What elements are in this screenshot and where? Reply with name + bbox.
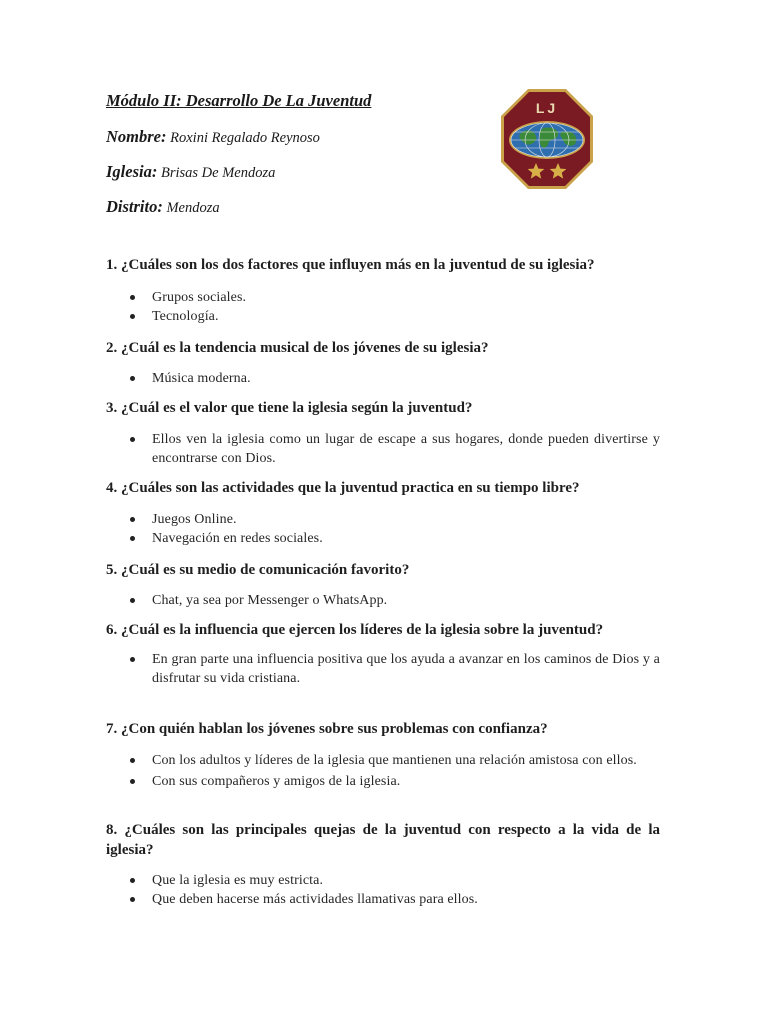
iglesia-line — [106, 162, 275, 182]
document-title: Módulo II: Desarrollo De La Juventud — [106, 91, 372, 110]
bullet-icon — [130, 878, 135, 883]
question-block-8 — [106, 820, 660, 909]
question-6: 6. ¿Cuál es la influencia que ejercen los líderes de la iglesia sobre la juventud? — [106, 622, 604, 638]
question-block-6 — [106, 620, 660, 688]
nombre-value: Roxini Regalado Reynoso — [170, 130, 320, 146]
logo-text: LJ — [535, 100, 559, 116]
lj-logo — [500, 88, 594, 190]
bullet-icon — [130, 657, 135, 662]
bullet-icon — [130, 758, 135, 763]
answer-list-3 — [106, 430, 660, 468]
answer-item: Con sus compañeros y amigos de la iglesia. — [106, 772, 660, 791]
question-block-2 — [106, 338, 660, 388]
answer-list-6 — [106, 650, 660, 688]
answer-item: Que deben hacerse más actividades llamativas para ellos. — [106, 890, 660, 909]
nombre-label: Nombre: — [106, 127, 167, 146]
answer-list-4 — [106, 510, 660, 548]
question-3: 3. ¿Cuál es el valor que tiene la iglesia según la juventud? — [106, 400, 473, 416]
answer-item: Con los adultos y líderes de la iglesia que mantienen una relación amistosa con ellos. — [106, 751, 660, 770]
globe-icon — [509, 121, 585, 159]
answer-list-5 — [106, 591, 660, 610]
bullet-icon — [130, 376, 135, 381]
answer-item: Tecnología. — [106, 307, 660, 326]
question-5: 5. ¿Cuál es su medio de comunicación favorito? — [106, 562, 410, 578]
answer-list-7 — [106, 751, 660, 791]
answer-item: Chat, ya sea por Messenger o WhatsApp. — [106, 591, 660, 610]
question-block-4 — [106, 478, 660, 548]
question-block-1 — [106, 255, 660, 326]
question-1: 1. ¿Cuáles son los dos factores que influyen más en la juventud de su iglesia? — [106, 257, 595, 273]
question-7: 7. ¿Con quién hablan los jóvenes sobre sus problemas con confianza? — [106, 721, 548, 737]
question-4: 4. ¿Cuáles son las actividades que la juventud practica en su tiempo libre? — [106, 480, 580, 496]
answer-list-8 — [106, 871, 660, 909]
question-2: 2. ¿Cuál es la tendencia musical de los jóvenes de su iglesia? — [106, 340, 489, 356]
bullet-icon — [130, 536, 135, 541]
answer-list-1 — [106, 288, 660, 326]
bullet-icon — [130, 598, 135, 603]
nombre-line — [106, 127, 320, 147]
question-block-3 — [106, 398, 660, 468]
answer-item: Ellos ven la iglesia como un lugar de escape a sus hogares, donde pueden divertirse y encontrarse con Dios. — [106, 430, 660, 468]
bullet-icon — [130, 437, 135, 442]
answer-item: Música moderna. — [106, 369, 660, 388]
bullet-icon — [130, 314, 135, 319]
answer-item: Juegos Online. — [106, 510, 660, 529]
answer-item: Navegación en redes sociales. — [106, 529, 660, 548]
bullet-icon — [130, 779, 135, 784]
bullet-icon — [130, 517, 135, 522]
question-block-7 — [106, 719, 660, 791]
question-8: 8. ¿Cuáles son las principales quejas de la juventud con respecto a la vida de la iglesia? — [106, 822, 660, 858]
distrito-value: Mendoza — [166, 200, 220, 216]
distrito-label: Distrito: — [106, 197, 163, 216]
distrito-line — [106, 197, 220, 217]
answer-list-2 — [106, 369, 660, 388]
answer-item: Que la iglesia es muy estricta. — [106, 871, 660, 890]
question-block-5 — [106, 560, 660, 610]
answer-item: Grupos sociales. — [106, 288, 660, 307]
bullet-icon — [130, 897, 135, 902]
iglesia-label: Iglesia: — [106, 162, 158, 181]
iglesia-value: Brisas De Mendoza — [160, 165, 276, 181]
bullet-icon — [130, 295, 135, 300]
answer-item: En gran parte una influencia positiva que los ayuda a avanzar en los caminos de Dios y a disfrutar su vida cristiana. — [106, 650, 660, 688]
